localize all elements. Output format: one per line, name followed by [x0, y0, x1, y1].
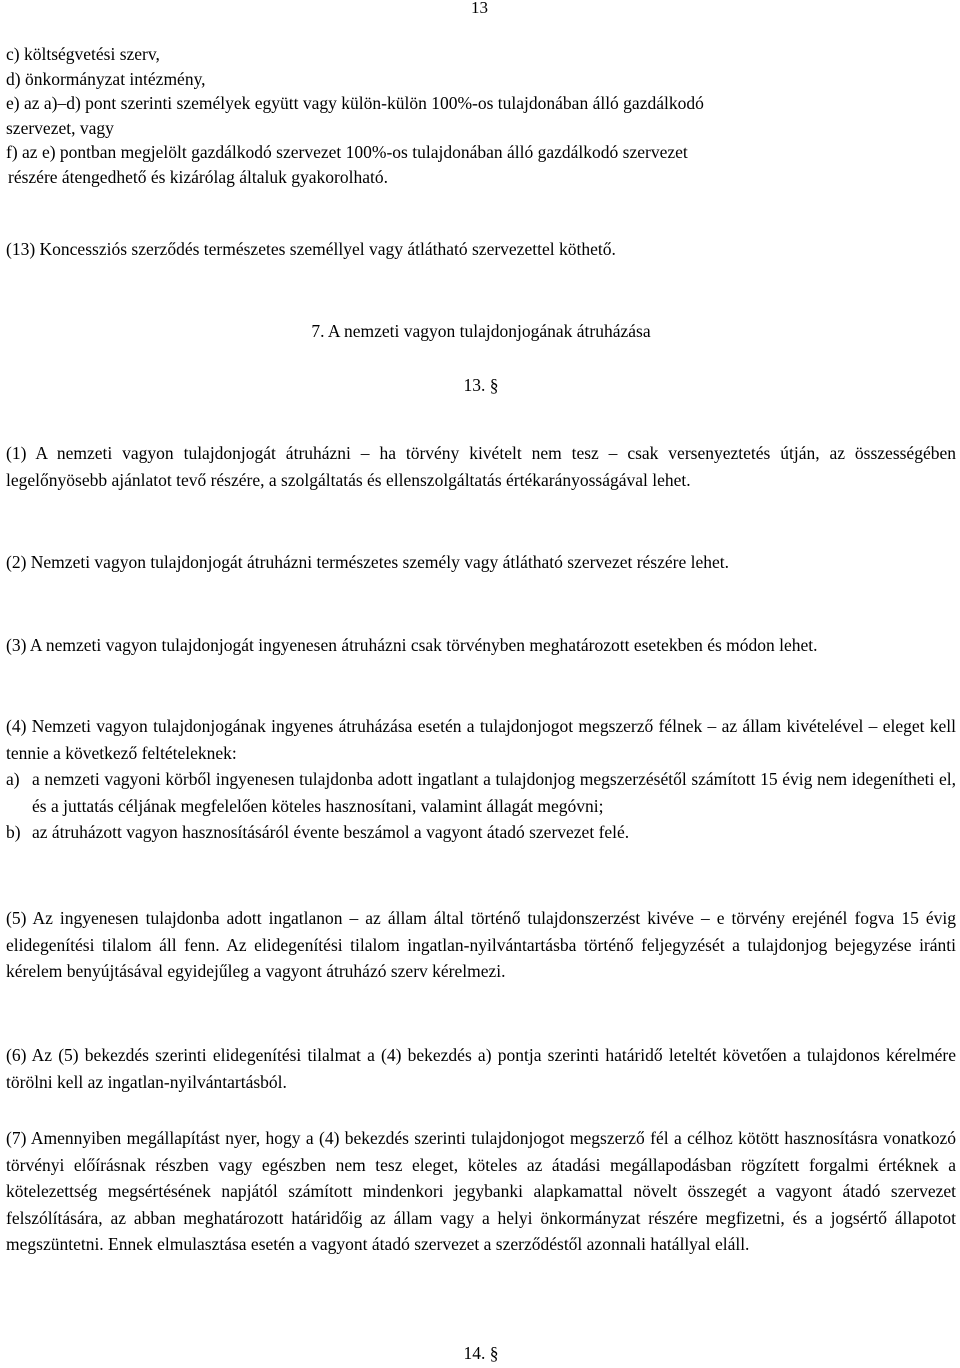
list-item: részére átengedhető és kizárólag általuk gyakorolható.	[8, 166, 388, 187]
paragraph-7: (7) Amennyiben megállapítást nyer, hogy a (4) bekezdés szerinti tulajdonjogot megszerző fél a célhoz kötött hasznosításra vonatkozó törvényi előírásnak részben vagy egészben nem tesz eleget, köteles az átadási megállapodásban rögzített forgalmi értéknek a kötelezettség megsértésének napjától számított mindenkori jegybanki alapkamattal növelt összegét a vagyont átadó szervezet felszólítására, az abban meghatározott határidőig az állam vagy a helyi önkormányzat részére megfizetni, és a jogsértő állapotot megszüntetni. Ennek elmulasztása esetén a vagyont átadó szervezet a szerződéstől azonnali hatállyal eláll.	[6, 1128, 956, 1254]
page-number: 13	[471, 0, 488, 17]
paragraph-6: (6) Az (5) bekezdés szerinti elidegenítési tilalmat a (4) bekezdés a) pontja szerinti határidő leteltét követően a tulajdonos kérelmére törölni kell az ingatlan-nyilvántartásból.	[6, 1045, 956, 1092]
item-label: b)	[6, 822, 21, 842]
paragraph-4	[6, 713, 956, 846]
paragraph-13: (13) Koncessziós szerződés természetes személlyel vagy átlátható szervezettel köthető.	[6, 239, 616, 259]
paragraph-4-item-b	[6, 819, 956, 846]
paragraph-5: (5) Az ingyenesen tulajdonba adott ingatlanon – az állam által történő tulajdonszerzést kivéve – e törvény erejénél fogva 15 évig elidegenítési tilalom áll fenn. Az elidegenítési tilalom ingatlan-nyilvántartásba történő feljegyzését a tulajdonjog bejegyzése iránti kérelem benyújtásával egyidejűleg a vagyont átruházó szerv kérelmezi.	[6, 908, 956, 981]
list-item: c) költségvetési szerv,	[6, 44, 160, 64]
intro-list	[6, 42, 956, 189]
item-text: a nemzeti vagyoni körből ingyenesen tulajdonba adott ingatlant a tulajdonjog megszerzésétől számított 15 évig nem idegenítheti el, és a juttatás céljának megfelelően köteles hasznosítani, valamint állagát megóvni;	[32, 769, 956, 816]
chapter-heading: 7. A nemzeti vagyon tulajdonjogának átruházása	[311, 321, 651, 341]
document-page	[6, 0, 956, 1368]
section-14-heading: 14. §	[463, 1343, 499, 1363]
item-text: az átruházott vagyon hasznosításáról évente beszámol a vagyont átadó szervezet felé.	[32, 822, 630, 842]
paragraph-3: (3) A nemzeti vagyon tulajdonjogát ingyenesen átruházni csak törvényben meghatározott esetekben és módon lehet.	[6, 635, 818, 655]
list-item: szervezet, vagy	[6, 117, 114, 138]
list-item: d) önkormányzat intézmény,	[6, 68, 206, 89]
section-13-heading: 13. §	[463, 375, 499, 395]
list-item: f) az e) pontban megjelölt gazdálkodó szervezet 100%-os tulajdonában álló gazdálkodó szervezet	[6, 142, 688, 162]
item-label: a)	[6, 769, 20, 789]
paragraph-4-item-a	[6, 766, 956, 819]
paragraph-2: (2) Nemzeti vagyon tulajdonjogát átruházni természetes személy vagy átlátható szervezet részére lehet.	[6, 552, 730, 572]
paragraph-4-intro: (4) Nemzeti vagyon tulajdonjogának ingyenes átruházása esetén a tulajdonjogot megszerző félnek – az állam kivételével – eleget kell tennie a következő feltételeknek:	[6, 716, 956, 763]
list-item: e) az a)–d) pont szerinti személyek együtt vagy külön-külön 100%-os tulajdonában álló gazdálkodó	[6, 93, 704, 113]
paragraph-1: (1) A nemzeti vagyon tulajdonjogát átruházni – ha törvény kivételt nem tesz – csak versenyeztetés útján, az összességében legelőnyösebb ajánlatot tevő részére, a szolgáltatás és ellenszolgáltatás értékarányosságával lehet.	[6, 443, 956, 490]
